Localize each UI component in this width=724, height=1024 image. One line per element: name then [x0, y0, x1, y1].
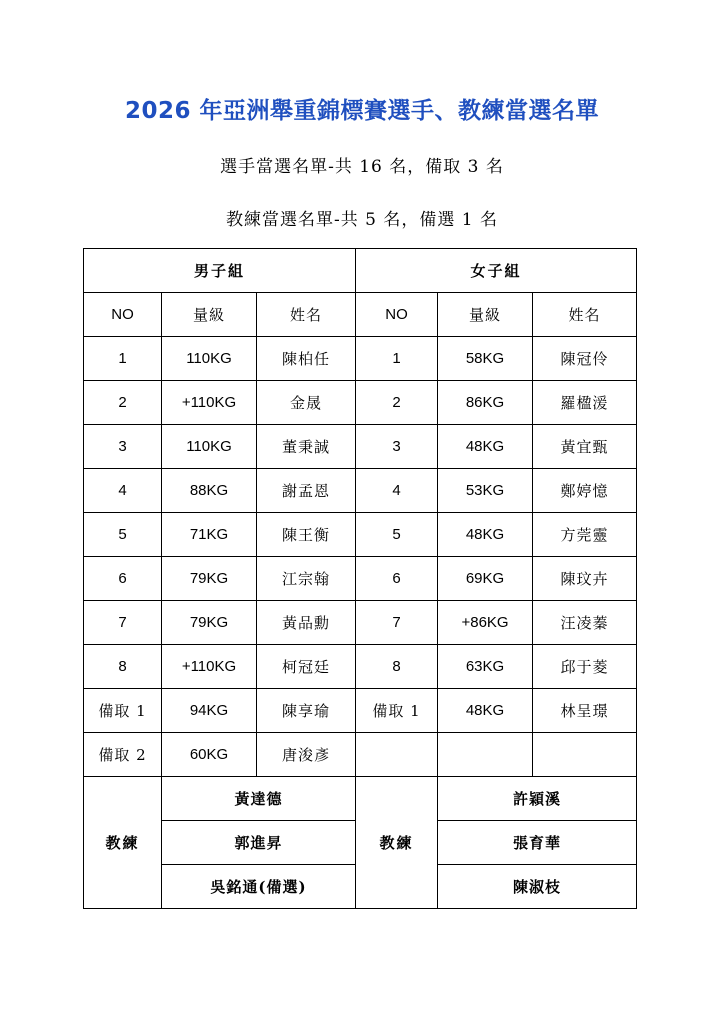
coach-row: [84, 777, 637, 821]
women-name-header: 姓名: [533, 293, 637, 337]
women-no: 5: [356, 513, 438, 557]
women-name: 林呈璟: [533, 689, 637, 733]
page-title: 2026 年亞洲舉重錦標賽選手、教練當選名單: [124, 98, 600, 124]
men-weight: 79KG: [162, 601, 257, 645]
men-weight: +110KG: [162, 645, 257, 689]
women-weight: 58KG: [438, 337, 533, 381]
men-no: 2: [84, 381, 162, 425]
women-name: 方莞靈: [533, 513, 637, 557]
men-weight: 88KG: [162, 469, 257, 513]
men-no: 備取 2: [84, 733, 162, 777]
men-no-header: NO: [84, 293, 162, 337]
men-coach-label: 教練: [84, 777, 162, 909]
men-weight: 94KG: [162, 689, 257, 733]
men-name: 董秉誠: [257, 425, 356, 469]
men-coach: 黃達德: [162, 777, 356, 821]
women-coach-label: 教練: [356, 777, 438, 909]
women-weight: 48KG: [438, 425, 533, 469]
women-weight: 86KG: [438, 381, 533, 425]
men-no: 5: [84, 513, 162, 557]
men-name: 江宗翰: [257, 557, 356, 601]
women-name: 汪凌蓁: [533, 601, 637, 645]
women-no: 8: [356, 645, 438, 689]
women-name: 邱于菱: [533, 645, 637, 689]
table-row: [84, 381, 637, 425]
men-weight: 79KG: [162, 557, 257, 601]
women-coach: 陳淑枝: [438, 865, 637, 909]
men-weight: 60KG: [162, 733, 257, 777]
women-name: 陳玟卉: [533, 557, 637, 601]
table-row: [84, 557, 637, 601]
column-header-row: [84, 293, 637, 337]
women-no: 4: [356, 469, 438, 513]
women-name: 黃宜甄: [533, 425, 637, 469]
men-name: 謝孟恩: [257, 469, 356, 513]
men-coach: 吳銘通(備選): [162, 865, 356, 909]
men-name-header: 姓名: [257, 293, 356, 337]
men-name: 陳享瑜: [257, 689, 356, 733]
men-name: 金晟: [257, 381, 356, 425]
women-name: 羅楹湲: [533, 381, 637, 425]
women-no: 7: [356, 601, 438, 645]
table-row: [84, 469, 637, 513]
men-name: 陳柏任: [257, 337, 356, 381]
women-no: [356, 733, 438, 777]
coach-summary: 教練當選名單-共 5 名，備選 1 名: [226, 210, 498, 230]
men-no: 備取 1: [84, 689, 162, 733]
women-name: [533, 733, 637, 777]
men-name: 唐浚彥: [257, 733, 356, 777]
men-weight: 110KG: [162, 337, 257, 381]
table-row: [84, 425, 637, 469]
men-weight: +110KG: [162, 381, 257, 425]
women-weight: +86KG: [438, 601, 533, 645]
men-no: 3: [84, 425, 162, 469]
women-no-header: NO: [356, 293, 438, 337]
men-coach: 郭進昇: [162, 821, 356, 865]
women-weight: 63KG: [438, 645, 533, 689]
women-weight: 48KG: [438, 689, 533, 733]
women-name: 鄭婷憶: [533, 469, 637, 513]
women-no: 2: [356, 381, 438, 425]
table-row: [84, 601, 637, 645]
women-no: 備取 1: [356, 689, 438, 733]
table-row: [84, 733, 637, 777]
men-name: 黃品勳: [257, 601, 356, 645]
men-no: 1: [84, 337, 162, 381]
women-weight: 48KG: [438, 513, 533, 557]
women-no: 1: [356, 337, 438, 381]
group-header-row: [84, 249, 637, 293]
women-weight: 69KG: [438, 557, 533, 601]
men-weight-header: 量級: [162, 293, 257, 337]
women-weight: [438, 733, 533, 777]
women-weight-header: 量級: [438, 293, 533, 337]
men-name: 陳王衡: [257, 513, 356, 557]
roster-table: [83, 248, 637, 909]
men-no: 8: [84, 645, 162, 689]
men-no: 6: [84, 557, 162, 601]
women-weight: 53KG: [438, 469, 533, 513]
women-coach: 許穎溪: [438, 777, 637, 821]
athlete-summary: 選手當選名單-共 16 名，備取 3 名: [220, 157, 504, 177]
women-name: 陳冠伶: [533, 337, 637, 381]
women-group-header: 女子組: [356, 249, 637, 293]
women-coach: 張育華: [438, 821, 637, 865]
men-no: 4: [84, 469, 162, 513]
men-name: 柯冠廷: [257, 645, 356, 689]
table-row: [84, 689, 637, 733]
men-weight: 110KG: [162, 425, 257, 469]
table-row: [84, 513, 637, 557]
women-no: 3: [356, 425, 438, 469]
women-no: 6: [356, 557, 438, 601]
men-no: 7: [84, 601, 162, 645]
men-group-header: 男子組: [84, 249, 356, 293]
men-weight: 71KG: [162, 513, 257, 557]
table-row: [84, 645, 637, 689]
table-row: [84, 337, 637, 381]
